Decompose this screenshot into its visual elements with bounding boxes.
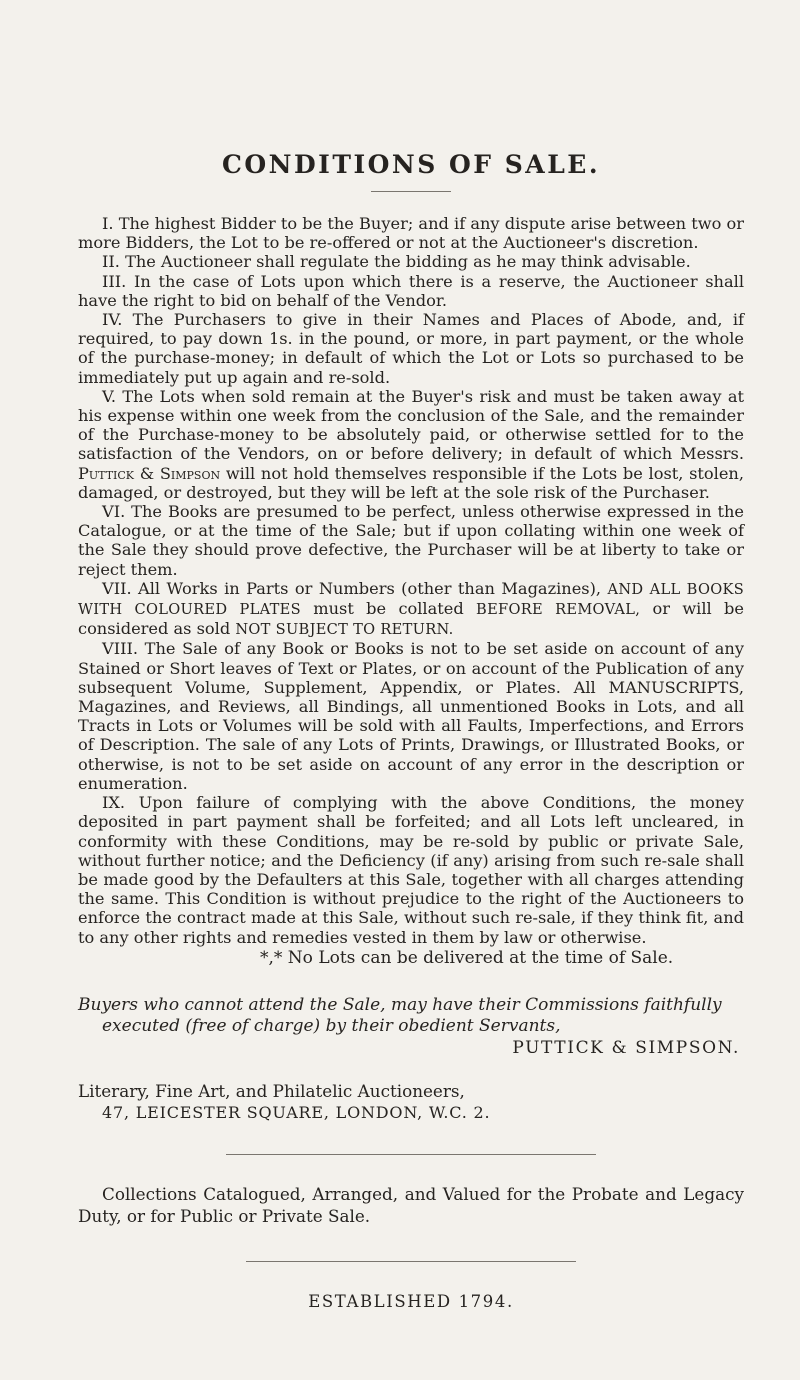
condition-7-text-c: or will be considered as sold — [78, 599, 744, 639]
condition-3: III. In the case of Lots upon which there is a reserve, the Auctioneer shall have the right to bid on behalf of the Vendor. — [78, 271, 744, 310]
condition-7-text-a: VII. All Works in Parts or Numbers (other than Magazines), — [102, 578, 602, 598]
delivery-note: *,* No Lots can be delivered at the time of Sale. — [260, 947, 674, 968]
condition-5 — [78, 387, 744, 502]
condition-2: II. The Auctioneer shall regulate the bidding as he may think advisable. — [102, 252, 691, 272]
firm-info — [78, 1080, 744, 1124]
condition-4: IV. The Purchasers to give in their Names and Places of Abode, and, if required, to pay down 1s. in the pound, or more, in part payment, or the whole of the purchase-money; in default of which the Lot or Lots so purchased to be immediately put up again and re-sold. — [78, 310, 744, 387]
condition-1: I. The highest Bidder to be the Buyer; and if any dispute arise between two or more Bidders, the Lot to be re-offered or not at the Auctioneer's discretion. — [78, 214, 744, 253]
commissions-notice — [78, 995, 744, 1037]
page-title: CONDITIONS OF SALE. — [221, 150, 601, 179]
title-rule — [371, 191, 451, 192]
condition-7-caps-b: BEFORE REMOVAL, — [476, 601, 641, 619]
auctioneer-signature: PUTTICK & SIMPSON. — [512, 1037, 740, 1058]
condition-5-text-a: V. The Lots when sold remain at the Buyer's risk and must be taken away at his expense within one week from the conclusion of the Sale, and the remainder of the Purchase-money to be absolutely paid, or otherwise settled for to the satisfaction of the Vendors, on or before delivery; in default of which Messrs. — [78, 386, 744, 464]
commissions-line-1: Buyers who cannot attend the Sale, may have their Commissions faithfully — [78, 994, 722, 1015]
conditions-list — [78, 214, 744, 947]
collections-notice: Collections Catalogued, Arranged, and Valued for the Probate and Legacy Duty, or for Public or Private Sale. — [78, 1183, 744, 1226]
firm-address: 47, LEICESTER SQUARE, LONDON, W.C. 2. — [102, 1102, 491, 1122]
condition-5-text-b: will not hold themselves responsible if the Lots be lost, stolen, damaged, or destroyed, but they will be left at the sole risk of the Purchaser. — [78, 463, 744, 502]
footer-rule — [246, 1261, 576, 1262]
section-rule — [226, 1154, 596, 1155]
condition-7-caps-c: NOT SUBJECT TO RETURN. — [235, 621, 454, 639]
established-line: ESTABLISHED 1794. — [308, 1291, 514, 1311]
condition-6: VI. The Books are presumed to be perfect, unless otherwise expressed in the Catalogue, or at the time of the Sale; but if upon collating within one week of the Sale they should prove defective, the Purchaser will be at liberty to take or reject them. — [78, 502, 744, 579]
condition-5-firm-name: Puttick & Simpson — [78, 463, 221, 483]
commissions-line-2: executed (free of charge) by their obedient Servants, — [102, 1015, 561, 1036]
condition-7-text-b: must be collated — [313, 599, 464, 619]
firm-description: Literary, Fine Art, and Philatelic Auctioneers, — [78, 1080, 465, 1101]
condition-7 — [78, 579, 744, 640]
condition-7-caps-a: AND ALL BOOKS WITH COLOURED PLATES — [78, 580, 744, 619]
condition-8: VIII. The Sale of any Book or Books is not to be set aside on account of any Stained or Short leaves of Text or Plates, or on account of the Publication of any subsequent Volume, Supplement, Appendix, or Plates. All MANUSCRIPTS, Magazines, and Reviews, all Bindings, all unmentioned Books in Lots, and all Tracts in Lots or Volumes will be sold with all Faults, Imperfections, and Errors of Description. The sale of any Lots of Prints, Drawings, or Illustrated Books, or otherwise, is not to be set aside on account of any error in the description or enumeration. — [78, 639, 744, 793]
condition-9: IX. Upon failure of complying with the above Conditions, the money deposited in part payment shall be forfeited; and all Lots left uncleared, in conformity with these Conditions, may be re-sold by public or private Sale, without further notice; and the Deficiency (if any) arising from such re-sale shall be made good by the Defaulters at this Sale, together with all charges attending the same. This Condition is without prejudice to the right of the Auctioneers to enforce the contract made at this Sale, without such re-sale, if they think fit, and to any other rights and remedies vested in them by law or otherwise. — [78, 793, 744, 947]
